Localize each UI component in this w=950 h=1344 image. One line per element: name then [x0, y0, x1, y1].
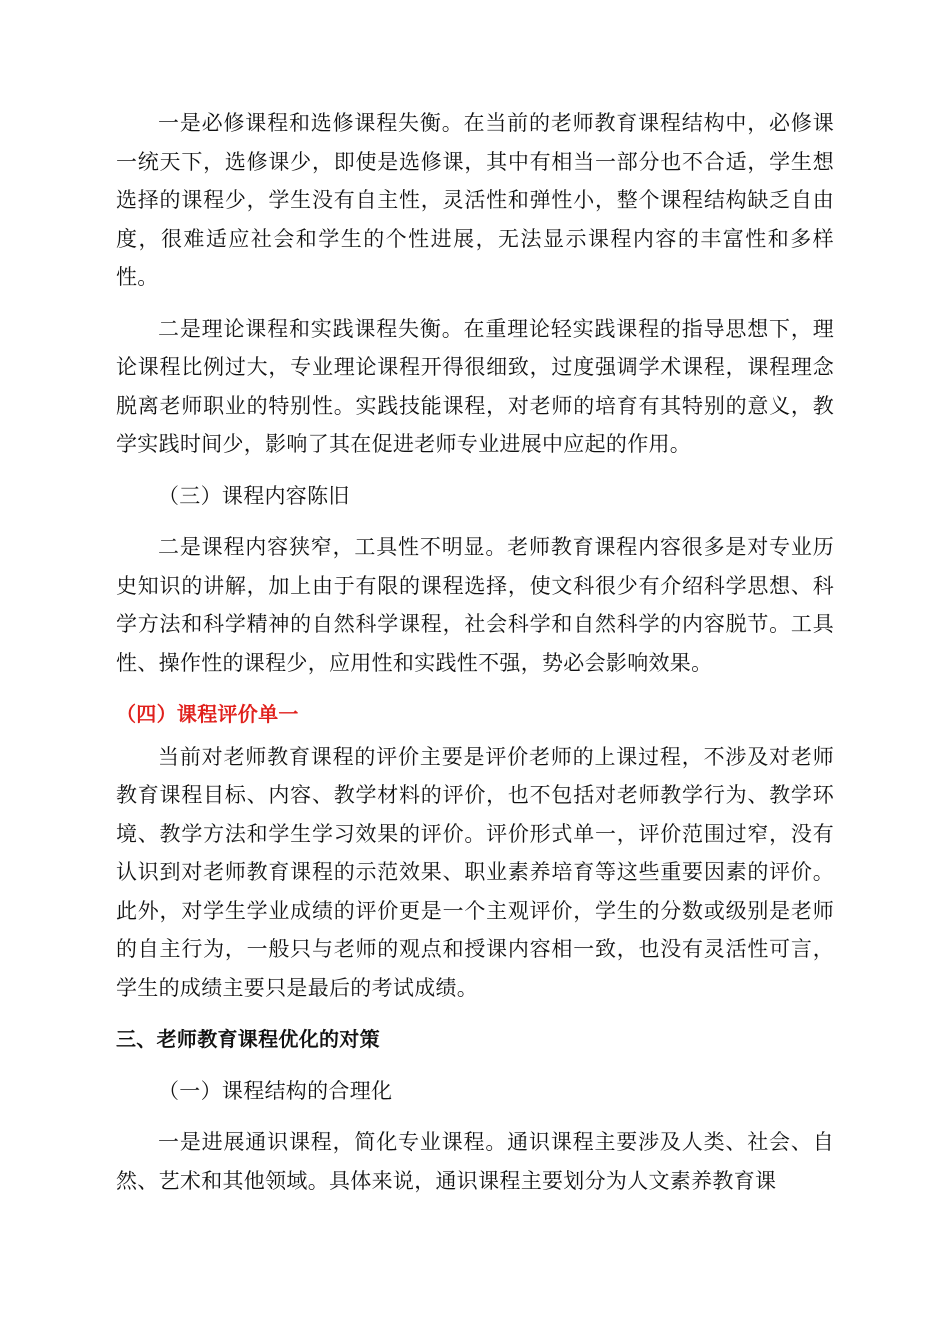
subheading-outdated-content: （三）课程内容陈旧	[158, 483, 350, 508]
document-page	[116, 104, 834, 1213]
paragraph-evaluation: 当前对老师教育课程的评价主要是评价老师的上课过程，不涉及对老师教育课程目标、内容、教学材料的评价，也不包括对老师教学行为、教学环境、教学方法和学生学习效果的评价。评价形式单一，评价范围过窄，没有认识到对老师教育课程的示范效果、职业素养培育等这些重要因素的评价。此外，对学生学业成绩的评价更是一个主观评价，学生的分数或级别是老师的自主行为，一般只与老师的观点和授课内容相一致，也没有灵活性可言，学生的成绩主要只是最后的考试成绩。	[116, 744, 834, 1000]
heading-single-evaluation: （四）课程评价单一	[116, 702, 299, 726]
paragraph-course-imbalance-required-elective: 一是必修课程和选修课程失衡。在当前的老师教育课程结构中，必修课一统天下，选修课少，即使是选修课，其中有相当一部分也不合适，学生想选择的课程少，学生没有自主性，灵活性和弹性小，整个课程结构缺乏自由度，很难适应社会和学生的个性进展，无法显示课程内容的丰富性和多样性。	[116, 111, 834, 289]
paragraph-general-education: 一是进展通识课程，简化专业课程。通识课程主要涉及人类、社会、自然、艺术和其他领域。具体来说，通识课程主要划分为人文素养教育课	[116, 1130, 834, 1193]
subheading-structure-rationalization: （一）课程结构的合理化	[158, 1078, 393, 1103]
paragraph-narrow-content: 二是课程内容狭窄，工具性不明显。老师教育课程内容很多是对专业历史知识的讲解，加上由于有限的课程选择，使文科很少有介绍科学思想、科学方法和科学精神的自然科学课程，社会科学和自然科学的内容脱节。工具性、操作性的课程少，应用性和实践性不强，势必会影响效果。	[116, 535, 834, 675]
paragraph-course-imbalance-theory-practice: 二是理论课程和实践课程失衡。在重理论轻实践课程的指导思想下，理论课程比例过大，专业理论课程开得很细致，过度强调学术课程，课程理念脱离老师职业的特别性。实践技能课程，对老师的培育有其特别的意义，教学实践时间少，影响了其在促进老师专业进展中应起的作用。	[116, 316, 834, 456]
section-heading-optimization: 三、老师教育课程优化的对策	[116, 1027, 380, 1051]
